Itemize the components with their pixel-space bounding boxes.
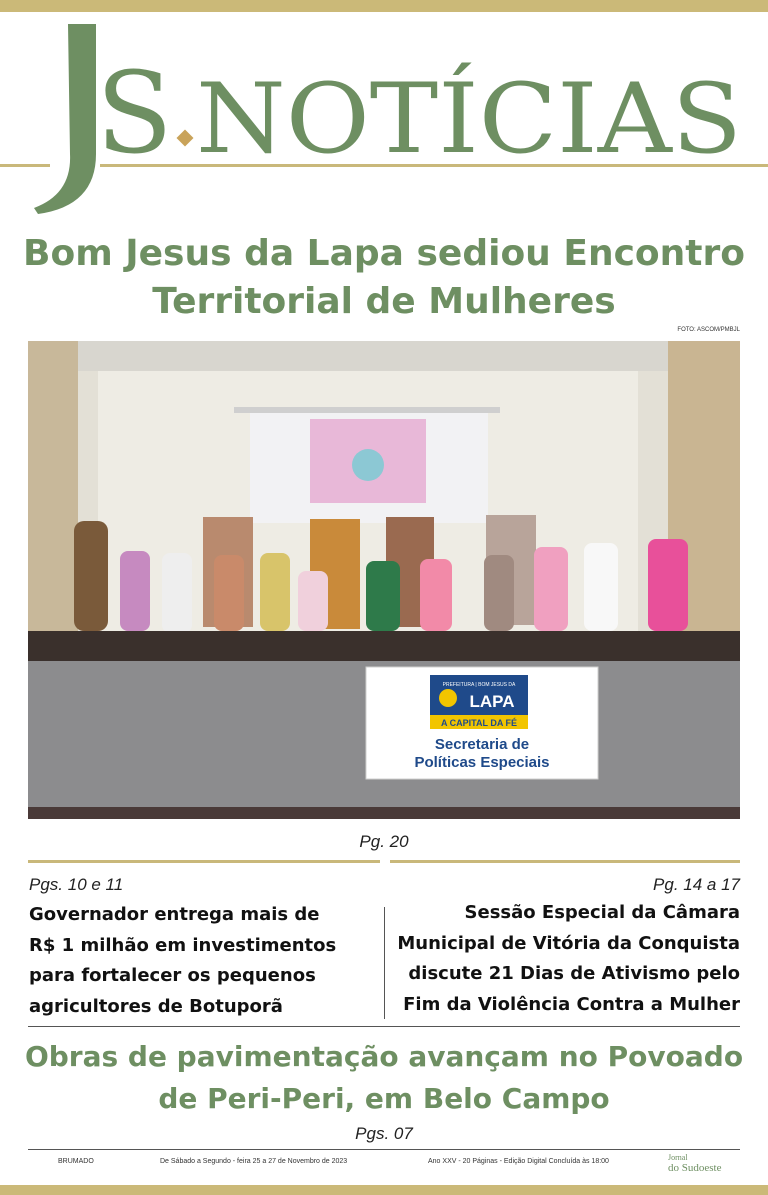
column-divider: [384, 907, 385, 1019]
right-story-page-ref: Pg. 14 a 17: [653, 875, 740, 894]
left-story-headline[interactable]: [29, 900, 379, 1022]
banner-city: LAPA: [469, 692, 515, 711]
masthead: [0, 14, 768, 219]
footer-dates: De Sábado a Segundo - feira 25 a 27 de Novembro de 2023: [160, 1158, 348, 1165]
lead-headline[interactable]: [0, 230, 768, 326]
bottom-headline-line2: de Peri-Peri, em Belo Campo: [158, 1082, 610, 1115]
lead-photo[interactable]: [28, 341, 740, 819]
footer-city: BRUMADO: [58, 1158, 94, 1165]
bottom-gold-bar: [0, 1185, 768, 1195]
masthead-title: NOTÍCIAS: [196, 63, 742, 175]
left-story-page-ref: Pgs. 10 e 11: [29, 875, 124, 894]
bottom-story-headline[interactable]: [0, 1036, 768, 1120]
banner-dept-line2: Políticas Especiais: [414, 754, 550, 771]
footer-edition: Ano XXV - 20 Páginas - Edição Digital Concluída às 18:00: [428, 1158, 609, 1165]
lead-page-ref: Pg. 20: [359, 832, 409, 851]
masthead-logo: [0, 14, 768, 219]
left-story-line: R$ 1 milhão em investimentos: [29, 934, 337, 956]
lead-headline-line2: Territorial de Mulheres: [152, 281, 616, 322]
left-section-rule: [28, 860, 380, 863]
right-story-line: discute 21 Dias de Ativismo pelo: [408, 963, 740, 984]
footer-brand-line2: do Sudoeste: [668, 1162, 722, 1174]
banner-prefeitura: PREFEITURA | BOM JESUS DA: [442, 682, 516, 688]
section-divider: [28, 1026, 740, 1027]
top-gold-bar: [0, 0, 768, 12]
right-story-line: Sessão Especial da Câmara: [464, 902, 740, 923]
right-story-line: Fim da Violência Contra a Mulher: [403, 993, 740, 1015]
masthead-letters: S: [96, 49, 173, 179]
footer-divider: [28, 1149, 740, 1150]
footer-brand-logo: [668, 1152, 721, 1174]
right-section-rule: [390, 860, 740, 863]
lead-headline-line1: Bom Jesus da Lapa sediou Encontro: [23, 233, 745, 274]
right-story-line: Municipal de Vitória da Conquista: [397, 932, 740, 954]
bottom-story-page-ref: Pgs. 07: [355, 1124, 413, 1143]
banner-dept-line1: Secretaria de: [434, 736, 530, 753]
bottom-headline-line1: Obras de pavimentação avançam no Povoado: [24, 1040, 744, 1073]
left-story-line: agricultores de Botuporã: [29, 995, 283, 1017]
banner-slogan: A CAPITAL DA FÉ: [441, 718, 517, 728]
photo-credit: FOTO: ASCOM/PMBJL: [677, 327, 740, 333]
footer-brand-line1: Jornal: [668, 1153, 688, 1162]
left-story-line: para fortalecer os pequenos: [29, 965, 316, 986]
left-story-line: Governador entrega mais de: [29, 904, 320, 925]
right-story-headline[interactable]: [390, 898, 740, 1020]
